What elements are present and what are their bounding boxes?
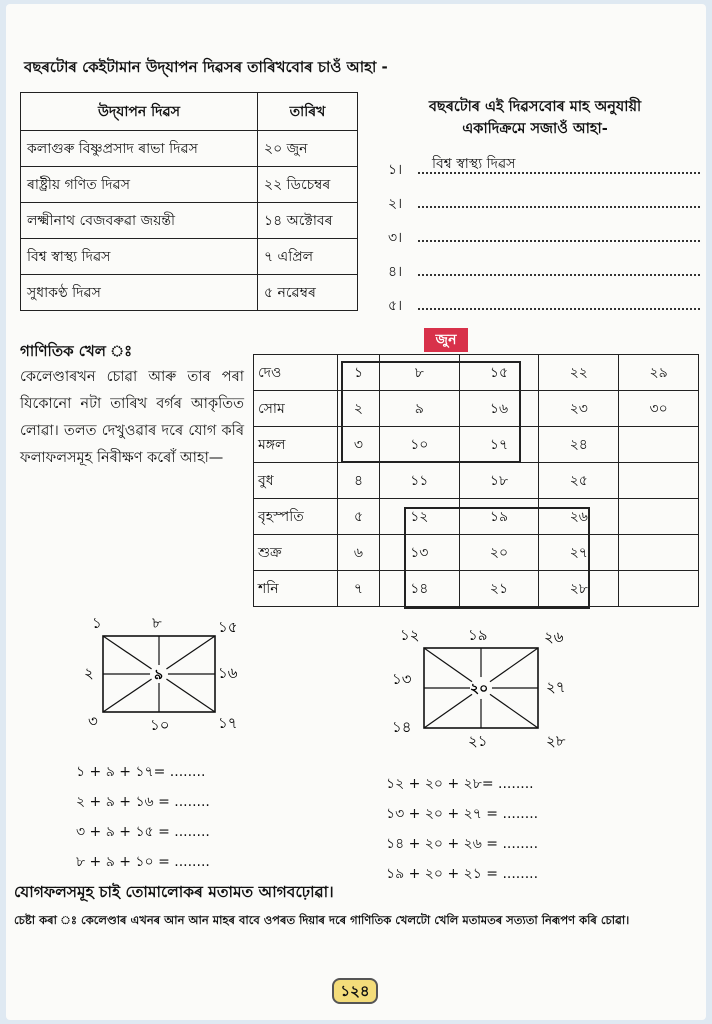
- magic-square-diagram-1: [78, 610, 258, 736]
- festival-name: সুধাকণ্ঠ দিৱস: [21, 275, 258, 311]
- festival-date: ২০ জুন: [258, 131, 358, 167]
- calendar-date: [619, 499, 699, 535]
- equation-line: ৮ + ৯ + ১০ = ........: [76, 854, 210, 870]
- calendar-date: ২৫: [539, 463, 619, 499]
- calendar-date: ৭: [338, 571, 380, 607]
- festival-date: ১৪ অক্টোবৰ: [258, 203, 358, 239]
- answer-row-5: [388, 294, 700, 316]
- square-label: ৮: [152, 614, 162, 632]
- calendar-date: ২৪: [539, 427, 619, 463]
- calendar-date: [619, 463, 699, 499]
- answer-value: বিশ্ব স্বাস্থ্য দিৱস: [432, 156, 516, 172]
- calendar-day: শুক্ৰ: [254, 535, 338, 571]
- order-title-line2: একাদিক্ৰমে সজাওঁ আহা-: [462, 121, 608, 137]
- intro-text: বছৰটোৰ কেইটামান উদ্‌যাপন দিৱসৰ তাৰিখবোৰ চাওঁ আহা -: [24, 58, 388, 76]
- calendar-date: [619, 427, 699, 463]
- calendar-date: ২৭: [539, 535, 619, 571]
- square-label: ১৯: [468, 626, 488, 644]
- festival-date: ৫ নৱেম্বৰ: [258, 275, 358, 311]
- calendar-day: বৃহস্পতি: [254, 499, 338, 535]
- calendar-date: ৩: [338, 427, 380, 463]
- calendar-day: শনি: [254, 571, 338, 607]
- answer-number: ৫।: [388, 298, 403, 314]
- game-description: কেলেণ্ডাৰখন চোৱা আৰু তাৰ পৰা যিকোনো নটা তাৰিখ বৰ্গৰ আকৃতিত লোৱা। তলত দেখুওৱাৰ দৰে যোগ কৰি ফলাফলসমূহ নিৰীক্ষণ কৰোঁ আহা—: [20, 369, 244, 466]
- page: [6, 4, 706, 1020]
- calendar-date: ১৬: [459, 391, 539, 427]
- square-label: ২৬: [544, 628, 564, 646]
- header-festival: উদ্‌যাপন দিৱস: [21, 93, 258, 131]
- square-label: ১২: [400, 626, 420, 644]
- calendar-date: ২২: [539, 355, 619, 391]
- festival-date: ২২ ডিচেম্বৰ: [258, 167, 358, 203]
- calendar-date: ৯: [379, 391, 459, 427]
- table-row: [21, 131, 358, 167]
- answer-line[interactable]: [418, 206, 700, 208]
- table-row: [21, 239, 358, 275]
- equation-line: ২ + ৯ + ১৬ = ........: [76, 794, 210, 810]
- calendar-date: ১৪: [379, 571, 459, 607]
- festival-name: লক্ষ্মীনাথ বেজবৰুৱা জয়ন্তী: [21, 203, 258, 239]
- calendar-date: ৬: [338, 535, 380, 571]
- answer-row-2: [388, 192, 700, 214]
- answer-line[interactable]: [418, 240, 700, 242]
- square-label: ১: [92, 614, 102, 632]
- answer-number: ৩।: [388, 230, 403, 246]
- answer-row-1: [388, 158, 700, 180]
- calendar-date: ৫: [338, 499, 380, 535]
- calendar-date: ১১: [379, 463, 459, 499]
- table-row: [254, 463, 699, 499]
- equation-line: ১৯ + ২০ + ২১ = ........: [386, 866, 539, 882]
- calendar-date: ২৩: [539, 391, 619, 427]
- equation-line: ১২ + ২০ + ২৮= ........: [386, 776, 534, 792]
- calendar-date: ২: [338, 391, 380, 427]
- table-row: [21, 275, 358, 311]
- calendar-date: ১৯: [459, 499, 539, 535]
- calendar-date: ৪: [338, 463, 380, 499]
- square-label: ১০: [150, 716, 170, 734]
- calendar-date: ১: [338, 355, 380, 391]
- calendar-date: [619, 535, 699, 571]
- header-date: তাৰিখ: [258, 93, 358, 131]
- game-title: গাণিতিক খেল ঃ: [20, 342, 133, 360]
- table-row: [21, 203, 358, 239]
- equation-line: ১ + ৯ + ১৭= ........: [76, 764, 206, 780]
- equation-line: ১৪ + ২০ + ২৬ = ........: [386, 836, 539, 852]
- square-label: ১৪: [392, 718, 412, 736]
- answer-number: ৪।: [388, 264, 403, 280]
- calendar-date: ২১: [459, 571, 539, 607]
- calendar-date: ৮: [379, 355, 459, 391]
- square-label: ২৮: [546, 732, 566, 750]
- answer-row-3: [388, 226, 700, 248]
- calendar-day: দেও: [254, 355, 338, 391]
- festival-name: কলাগুৰু বিষ্ণুপ্ৰসাদ ৰাভা দিৱস: [21, 131, 258, 167]
- answer-row-4: [388, 260, 700, 282]
- square-label: ২১: [468, 732, 488, 750]
- answer-number: ১।: [388, 162, 403, 178]
- month-badge: জুন: [424, 328, 468, 352]
- calendar-date: ১৭: [459, 427, 539, 463]
- calendar-date: [619, 571, 699, 607]
- page-number: ১২৪: [332, 978, 378, 1004]
- equation-line: ৩ + ৯ + ১৫ = ........: [76, 824, 210, 840]
- equation-line: ১৩ + ২০ + ২৭ = ........: [386, 806, 539, 822]
- calendar-date: ১৮: [459, 463, 539, 499]
- try-note: চেষ্টা কৰা ঃ কেলেণ্ডাৰ এখনৰ আন আন মাহৰ বাবে ওপৰত দিয়াৰ দৰে গাণিতিক খেলটো খেলি মতামতৰ সত্যতা নিৰূপণ কৰি চোৱা।: [14, 913, 630, 927]
- calendar-date: ২০: [459, 535, 539, 571]
- square-center-label: ২০: [470, 681, 489, 697]
- calendar-date: ১৩: [379, 535, 459, 571]
- answer-line[interactable]: [418, 308, 700, 310]
- festival-name: ৰাষ্ট্ৰীয় গণিত দিৱস: [21, 167, 258, 203]
- answer-number: ২।: [388, 196, 403, 212]
- bottom-note: যোগফলসমূহ চাই তোমালোকৰ মতামত আগবঢ়োৱা।: [14, 883, 334, 901]
- festival-header-row: [21, 93, 358, 131]
- festival-name: বিশ্ব স্বাস্থ্য দিৱস: [21, 239, 258, 275]
- calendar-highlight-square-1: [341, 361, 521, 463]
- square-label: ১৬: [218, 664, 238, 682]
- calendar-date: ২৮: [539, 571, 619, 607]
- calendar-date: ১০: [379, 427, 459, 463]
- table-row: [21, 167, 358, 203]
- square-label: ২৭: [546, 678, 566, 696]
- calendar-day: মঙ্গল: [254, 427, 338, 463]
- square-label: ৩: [88, 712, 98, 730]
- calendar-date: ১২: [379, 499, 459, 535]
- answer-line[interactable]: [418, 274, 700, 276]
- magic-square-diagram-2: [388, 622, 588, 752]
- square-label: ১৩: [392, 670, 412, 688]
- calendar-date: ২৯: [619, 355, 699, 391]
- calendar-day: সোম: [254, 391, 338, 427]
- festival-table: [20, 92, 358, 311]
- festival-date: ৭ এপ্ৰিল: [258, 239, 358, 275]
- calendar-highlight-square-2: [404, 507, 590, 609]
- calendar-day: বুধ: [254, 463, 338, 499]
- square-label: ১৫: [218, 618, 238, 636]
- calendar-date: ২৬: [539, 499, 619, 535]
- square-label: ১৭: [218, 714, 238, 732]
- calendar-date: ৩০: [619, 391, 699, 427]
- calendar-date: ১৫: [459, 355, 539, 391]
- square-label: ২: [84, 664, 94, 682]
- order-title-line1: বছৰটোৰ এই দিৱসবোৰ মাহ অনুযায়ী: [428, 99, 642, 115]
- order-task-title: [370, 96, 700, 140]
- square-center-label: ৯: [154, 667, 164, 683]
